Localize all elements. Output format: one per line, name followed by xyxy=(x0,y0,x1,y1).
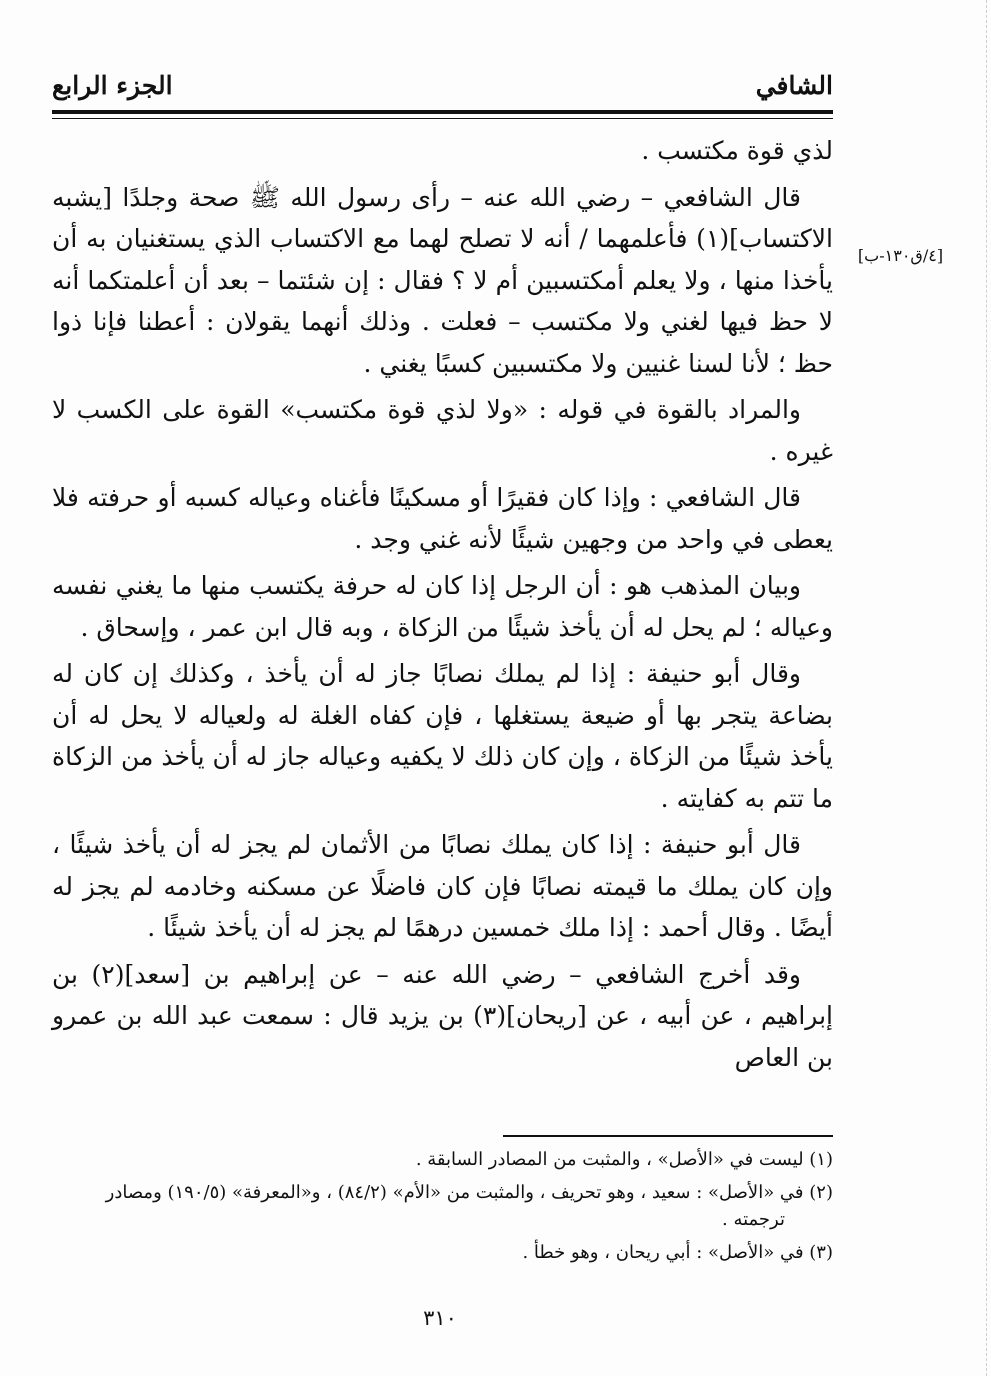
main-text xyxy=(52,130,833,1083)
paragraph: قال أبو حنيفة : إذا كان يملك نصابًا من الأثمان لم يجز له أن يأخذ شيئًا ، وإن كان يملك ما قيمته نصابًا فإن كان فاضلًا عن مسكنه وخادمه لم يجز له أيضًا . وقال أحمد : إذا ملك خمسين درهمًا لم يجز له أن يأخذ شيئًا . xyxy=(52,830,833,942)
footnote-continuation: ترجمته . xyxy=(722,1209,785,1230)
footnote-separator xyxy=(503,1135,833,1137)
scan-edge-line xyxy=(986,0,987,1376)
paragraph: قال الشافعي : وإذا كان فقيرًا أو مسكينًا فأغناه وعياله كسبه أو حرفته فلا يعطى في واحد من وجهين شيئًا لأنه غني وجد . xyxy=(52,483,833,554)
paragraph: وقال أبو حنيفة : إذا لم يملك نصابًا جاز له أن يأخذ ، وكذلك إن كان له بضاعة يتجر بها أو ضيعة يستغلها ، فإن كفاه الغلة له ولعياله لا يحل له أن يأخذ شيئًا من الزكاة ، وإن كان ذلك لا يكفيه وعياله جاز له أن يأخذ من الزكاة ما تتم به كفايته . xyxy=(52,659,833,813)
running-head-right: الشافي xyxy=(755,71,833,100)
header-rule-thick xyxy=(52,110,833,114)
paragraph: لذي قوة مكتسب . xyxy=(641,136,833,165)
footnotes xyxy=(52,1146,833,1272)
paragraph: والمراد بالقوة في قوله : «ولا لذي قوة مكتسب» القوة على الكسب لا غيره . xyxy=(52,395,833,466)
manuscript-folio-note: [٤/ق١٣٠-ب] xyxy=(857,246,944,265)
footnote: (٣) في «الأصل» : أبي ريحان ، وهو خطأ . xyxy=(522,1242,833,1263)
page-number: ٣١٠ xyxy=(423,1306,457,1330)
paragraph: وبيان المذهب هو : أن الرجل إذا كان له حرفة يكتسب منها ما يغني نفسه وعياله ؛ لم يحل له أن يأخذ شيئًا من الزكاة ، وبه قال ابن عمر ، وإسحاق . xyxy=(52,571,833,642)
footnote: (١) ليست في «الأصل» ، والمثبت من المصادر السابقة . xyxy=(415,1149,833,1170)
running-head-left: الجزء الرابع xyxy=(52,71,173,100)
header-rule-thin xyxy=(52,118,833,119)
footnote: (٢) في «الأصل» : سعيد ، وهو تحريف ، والمثبت من «الأم» (٨٤/٢) ، و«المعرفة» (١٩٠/٥) ومصادر xyxy=(105,1182,833,1203)
paragraph: وقد أخرج الشافعي – رضي الله عنه – عن إبراهيم بن [سعد](٢) بن إبراهيم ، عن أبيه ، عن [ريحان](٣) بن يزيد قال : سمعت عبد الله بن عمرو بن العاص xyxy=(52,959,833,1072)
paragraph: قال الشافعي – رضي الله عنه – رأى رسول الله ﷺ صحة وجلدًا [يشبه الاكتساب](١) فأعلمهما / أنه لا تصلح لهما مع الاكتساب الذي يستغنيان به أن يأخذا منها ، ولا يعلم أمكتسبين أم لا ؟ فقال : إن شئتما – بعد أن أعلمتكما أنه لا حظ فيها لغني ولا مكتسب – فعلت . وذلك أنهما يقولان : أعطنا فإنا ذوا حظ ؛ لأنا لسنا غنيين ولا مكتسبين كسبًا يغني . xyxy=(52,182,833,378)
page-header xyxy=(52,60,833,100)
